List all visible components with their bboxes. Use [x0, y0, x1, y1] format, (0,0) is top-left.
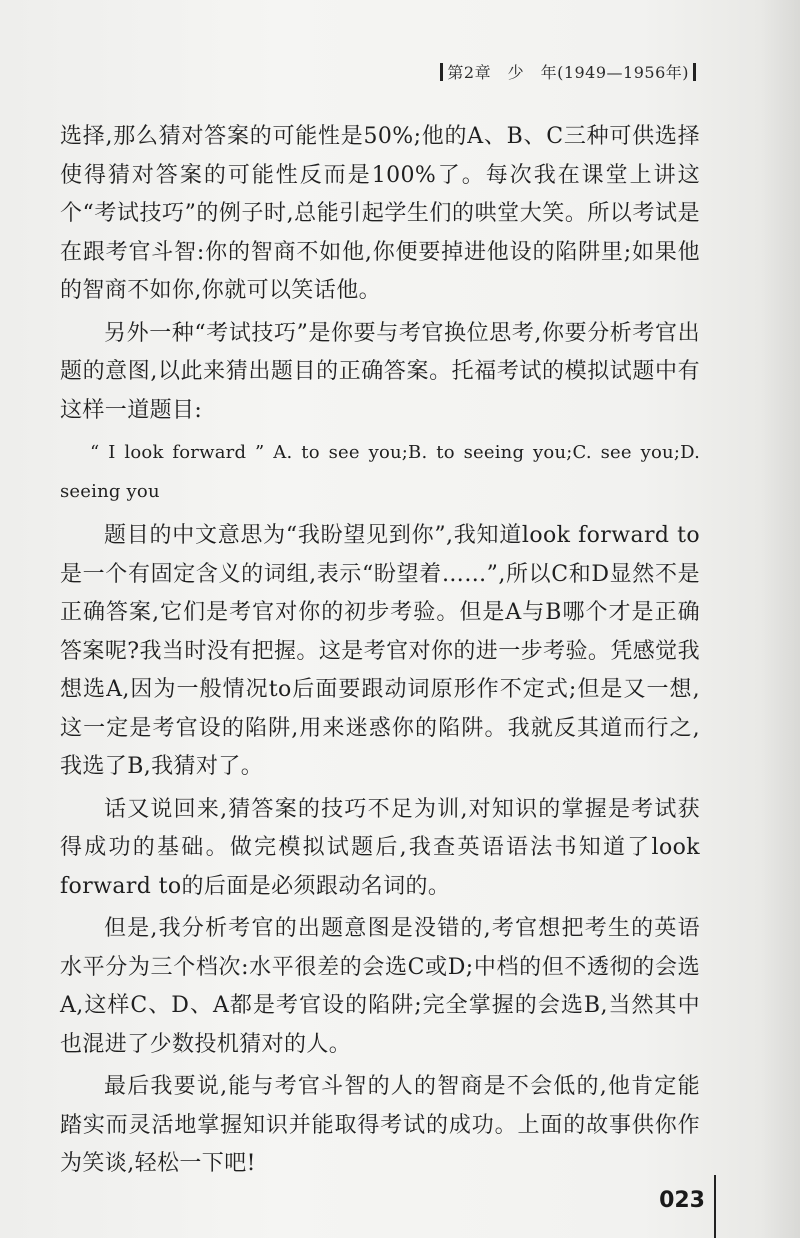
running-header — [436, 60, 700, 83]
footer-rule — [714, 1175, 716, 1238]
paragraph-knowledge: 话又说回来,猜答案的技巧不足为训,对知识的掌握是考试获得成功的基础。做完模拟试题后,我查英语语法书知道了look forward to的后面是必须跟动名词的。 — [60, 796, 700, 899]
paragraph-continued: 选择,那么猜对答案的可能性是50%;他的A、B、C三种可供选择使得猜对答案的可能性反而是100%了。每次我在课堂上讲这个“考试技巧”的例子时,总能引起学生们的哄堂大笑。所以考试是在跟考官斗智:你的智商不如他,你便要掉进他设的陷阱里;如果他的智商不如你,你就可以笑话他。 — [60, 124, 700, 303]
header-right-bar — [693, 63, 696, 81]
paragraph-examiner-intent: 但是,我分析考官的出题意图是没错的,考官想把考生的英语水平分为三个档次:水平很差的会选C或D;中档的但不透彻的会选A,这样C、D、A都是考官设的陷阱;完全掌握的会选B,当然其中也混进了少数投机猜对的人。 — [60, 916, 700, 1057]
page-edge-shadow — [760, 0, 800, 1238]
body-text — [60, 118, 700, 1188]
header-left-bar — [440, 63, 443, 81]
running-title: 第2章 少 年(1949—1956年) — [447, 63, 689, 82]
example-question: “ I look forward ” A. to see you;B. to seeing you;C. see you;D. seeing you — [60, 442, 700, 502]
paragraph-exam-skill: 另外一种“考试技巧”是你要与考官换位思考,你要分析考官出题的意图,以此来猜出题目的正确答案。托福考试的模拟试题中有这样一道题目: — [60, 320, 700, 423]
paragraph-question-analysis: 题目的中文意思为“我盼望见到你”,我知道look forward to是一个有固定含义的词组,表示“盼望着……”,所以C和D显然不是正确答案,它们是考官对你的初步考验。但是A与B哪个才是正确答案呢?我当时没有把握。这是考官对你的进一步考验。凭感觉我想选A,因为一般情况to后面要跟动词原形作不定式;但是又一想,这一定是考官设的陷阱,用来迷惑你的陷阱。我就反其道而行之,我选了B,我猜对了。 — [60, 523, 700, 779]
page-number: 023 — [659, 1188, 705, 1213]
paragraph-conclusion: 最后我要说,能与考官斗智的人的智商是不会低的,他肯定能踏实而灵活地掌握知识并能取得考试的成功。上面的故事供你作为笑谈,轻松一下吧! — [60, 1074, 700, 1176]
